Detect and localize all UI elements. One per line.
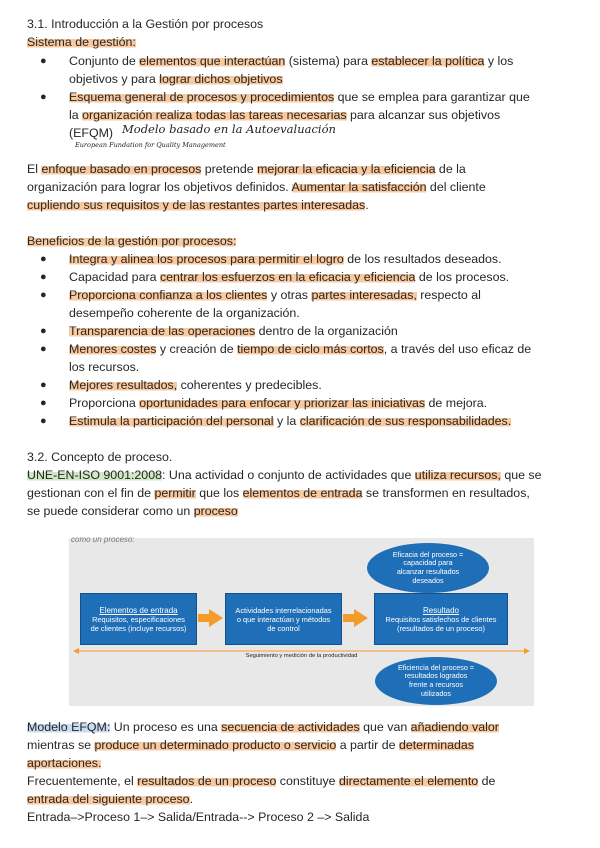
result-box: Resultado Requisitos satisfechos de clientes (resultados de un proceso) <box>374 593 508 645</box>
process-diagram <box>69 535 534 706</box>
iso-line-3: se puede considerar como un proceso <box>27 504 238 518</box>
bullet: ● <box>40 253 47 265</box>
benefit-item: Menores costes y creación de tiempo de ciclo más cortos, a través del uso eficaz de <box>69 342 532 356</box>
paragraph-line-2: organización para lograr los objetivos definidos. Aumentar la satisfacción del cliente <box>27 180 486 194</box>
activities-box: Actividades interrelacionadas o que interactúan y métodos de control <box>225 593 342 645</box>
benefit-item: Mejores resultados, coherentes y predecibles. <box>69 378 322 392</box>
bullet: ● <box>40 289 47 301</box>
efqm-line-1: Modelo EFQM: Un proceso es una secuencia de actividades que van añadiendo valor <box>27 720 499 734</box>
efficiency-ellipse: Eficiencia del proceso = resultados logrados frente a recursos utilizados <box>375 657 497 705</box>
benefits-heading: Beneficios de la gestión por procesos: <box>27 234 237 248</box>
bullet-2-line-2: la organización realiza todas las tareas necesarias para alcanzar sus objetivos <box>69 108 501 122</box>
bullet-2-line-3: (EFQM) <box>69 126 114 140</box>
bullet: ● <box>40 325 47 337</box>
process-chain: Entrada–>Proceso 1–> Salida/Entrada--> Proceso 2 –> Salida <box>27 810 370 824</box>
management-system-heading: Sistema de gestión: <box>27 35 136 49</box>
paragraph-line-1: El enfoque basado en procesos pretende mejorar la eficacia y la eficiencia de la <box>27 162 466 176</box>
benefit-item: Integra y alinea los procesos para permitir el logro de los resultados deseados. <box>69 252 502 266</box>
section-2-title: 3.2. Concepto de proceso. <box>27 450 173 464</box>
efqm-line-3: aportaciones. <box>27 756 102 770</box>
iso-line-1: UNE-EN-ISO 9001:2008: Una actividad o conjunto de actividades que utiliza recursos, que se <box>27 468 542 482</box>
efficacy-ellipse: Eficacia del proceso = capacidad para alcanzar resultados deseados <box>367 543 489 593</box>
bullet: ● <box>40 271 47 283</box>
bullet: ● <box>40 55 47 67</box>
iso-line-2: gestionan con el fin de permitir que los elementos de entrada se transformen en resultados, <box>27 486 530 500</box>
benefit-item: Proporciona oportunidades para enfocar y priorizar las iniciativas de mejora. <box>69 396 488 410</box>
frequency-line-2: entrada del siguiente proceso. <box>27 792 194 806</box>
benefit-item: Capacidad para centrar los esfuerzos en la eficacia y eficiencia de los procesos. <box>69 270 510 284</box>
bullet-1-line-1: Conjunto de elementos que interactúan (sistema) para establecer la política y los <box>69 54 514 68</box>
benefit-item: Proporciona confianza a los clientes y otras partes interesadas, respecto al <box>69 288 481 302</box>
diagram-cropped-caption: como un proceso: <box>71 535 135 544</box>
bullet: ● <box>40 397 47 409</box>
inputs-box: Elementos de entrada Requisitos, especificaciones de clientes (incluye recursos) <box>80 593 197 645</box>
bullet-2-line-1: Esquema general de procesos y procedimientos que se emplea para garantizar que <box>69 90 530 104</box>
benefit-item-continued: desempeño coherente de la organización. <box>69 306 300 320</box>
arrow-right-icon <box>209 609 223 627</box>
benefit-item: Transparencia de las operaciones dentro de la organización <box>69 324 398 338</box>
bullet-1-line-2: objetivos y para lograr dichos objetivos <box>69 72 283 86</box>
monitoring-label: Seguimiento y medición de la productividad <box>245 653 358 659</box>
section-1-title: 3.1. Introducción a la Gestión por procesos <box>27 17 264 31</box>
efqm-line-2: mientras se produce un determinado producto o servicio a partir de determinadas <box>27 738 475 752</box>
bullet: ● <box>40 91 47 103</box>
paragraph-line-3: cupliendo sus requisitos y de las restantes partes interesadas. <box>27 198 369 212</box>
handwritten-note-1: Modelo basado en la Autoevaluación <box>122 122 336 136</box>
benefit-item: Estimula la participación del personal y la clarificación de sus responsabilidades. <box>69 414 512 428</box>
bullet: ● <box>40 343 47 355</box>
handwritten-note-2: European Fundation for Quality Management <box>75 141 226 149</box>
bullet: ● <box>40 379 47 391</box>
benefit-item-continued: los recursos. <box>69 360 140 374</box>
arrow-right-icon <box>354 609 368 627</box>
frequency-line-1: Frecuentemente, el resultados de un proceso constituye directamente el elemento de <box>27 774 496 788</box>
bullet: ● <box>40 415 47 427</box>
